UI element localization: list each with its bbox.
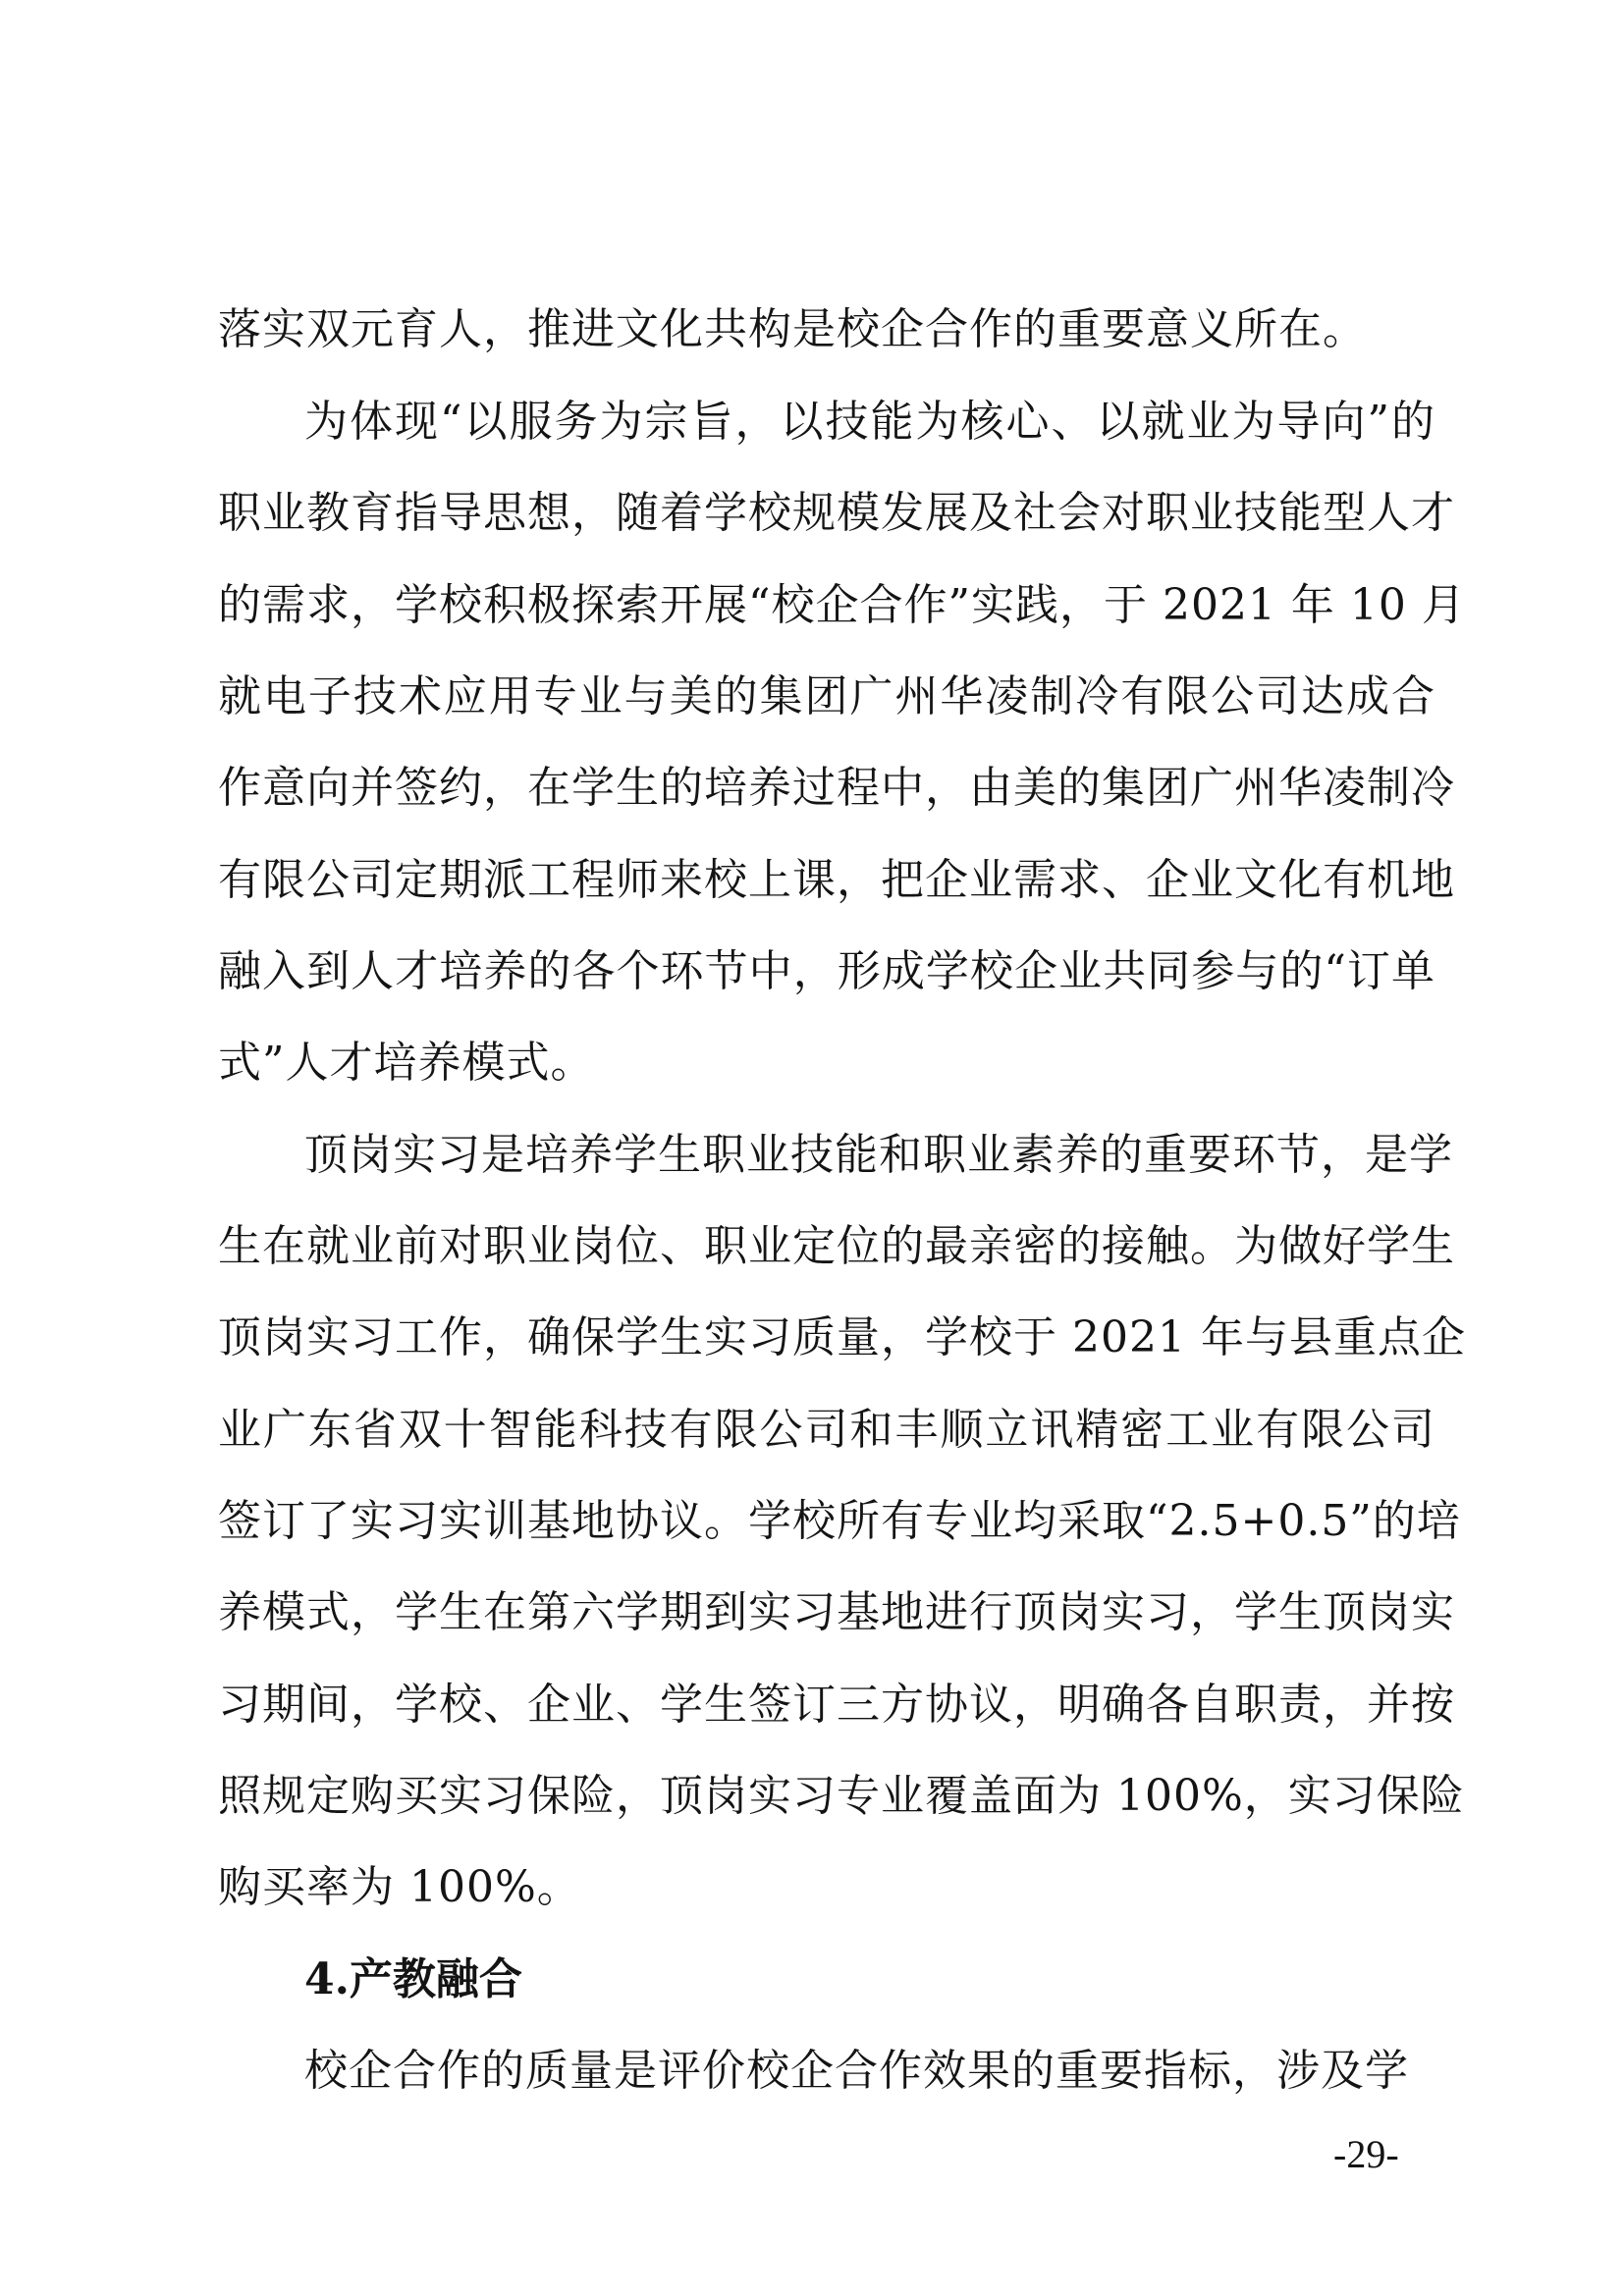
text-line-3: 职业教育指导思想，随着学校规模发展及社会对职业技能型人才 <box>218 488 1455 538</box>
text-line-12: 顶岗实习工作，确保学生实习质量，学校于 2021 年与县重点企 <box>218 1312 1466 1362</box>
text-line-14: 签订了实习实训基地协议。学校所有专业均采取“2.5+0.5”的培 <box>218 1496 1461 1546</box>
text-line-16: 习期间，学校、企业、学生签订三方协议，明确各自职责，并按 <box>218 1680 1455 1730</box>
text-line-2: 为体现“以服务为宗旨，以技能为核心、以就业为导向”的 <box>304 397 1435 447</box>
text-line-15: 养模式，学生在第六学期到实习基地进行顶岗实习，学生顶岗实 <box>218 1587 1455 1637</box>
text-line-18: 购买率为 100%。 <box>218 1862 581 1912</box>
text-line-7: 有限公司定期派工程师来校上课，把企业需求、企业文化有机地 <box>218 855 1455 905</box>
text-line-17: 照规定购买实习保险，顶岗实习专业覆盖面为 100%，实习保险 <box>218 1771 1465 1821</box>
text-line-19: 校企合作的质量是评价校企合作效果的重要指标，涉及学 <box>304 2046 1409 2096</box>
text-line-13: 业广东省双十智能科技有限公司和丰顺立讯精密工业有限公司 <box>218 1405 1435 1455</box>
text-line-9: 式”人才培养模式。 <box>218 1038 595 1088</box>
text-line-8: 融入到人才培养的各个环节中，形成学校企业共同参与的“订单 <box>218 946 1435 996</box>
section-heading: 4.产教融合 <box>304 1954 522 2004</box>
text-line-5: 就电子技术应用专业与美的集团广州华凌制冷有限公司达成合 <box>218 671 1435 721</box>
text-line-10: 顶岗实习是培养学生职业技能和职业素养的重要环节，是学 <box>304 1130 1453 1180</box>
text-line-4: 的需求，学校积极探索开展“校企合作”实践，于 2021 年 10 月 <box>218 580 1466 630</box>
text-line-1: 落实双元育人，推进文化共构是校企合作的重要意义所在。 <box>218 304 1367 354</box>
text-line-6: 作意向并签约，在学生的培养过程中，由美的集团广州华凌制冷 <box>218 763 1455 813</box>
page-number: -29- <box>1333 2132 1399 2176</box>
text-line-11: 生在就业前对职业岗位、职业定位的最亲密的接触。为做好学生 <box>218 1221 1455 1271</box>
